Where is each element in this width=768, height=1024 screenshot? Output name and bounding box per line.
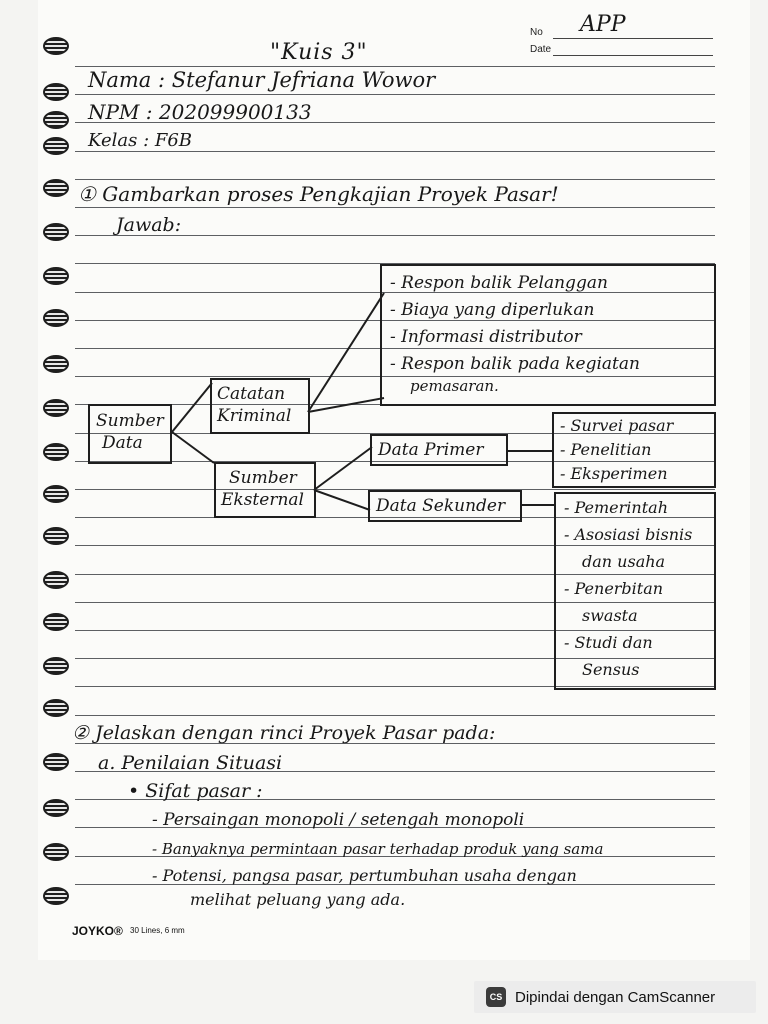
node-eksternal-line2: Eksternal: [221, 490, 304, 510]
identity-npm: NPM : 202099900133: [88, 100, 312, 124]
question-2-item: - Banyaknya permintaan pasar terhadap produk yang sama: [152, 840, 604, 858]
node-catatan-internal: [210, 378, 310, 434]
primer-item: - Survei pasar: [560, 416, 674, 435]
internal-item: - Biaya yang diperlukan: [390, 300, 595, 320]
identity-nama: Nama : Stefanur Jefriana Wowor: [88, 68, 436, 92]
node-sumber-data-line1: Sumber: [96, 411, 164, 431]
internal-item: pemasaran.: [410, 377, 499, 395]
internal-item: - Respon balik Pelanggan: [390, 273, 608, 293]
primer-items-box: [552, 412, 716, 488]
node-data-primer-label: Data Primer: [378, 440, 484, 460]
node-sumber-data-line2: Data: [102, 433, 143, 453]
camscanner-icon: CS: [486, 987, 506, 1007]
node-sumber-eksternal: [214, 462, 316, 518]
question-1: ① Gambarkan proses Pengkajian Proyek Pasar!: [78, 182, 559, 206]
question-2-bullet: • Sifat pasar :: [128, 780, 263, 802]
node-sumber-data: [88, 404, 172, 464]
no-value: APP: [580, 12, 626, 37]
node-data-sekunder-label: Data Sekunder: [376, 496, 506, 516]
sekunder-item: swasta: [582, 606, 638, 625]
internal-item: - Informasi distributor: [390, 327, 582, 347]
sekunder-items-box: [554, 492, 716, 690]
node-data-primer: [370, 434, 508, 466]
answer-label: Jawab:: [116, 214, 182, 236]
date-label: Date: [530, 44, 552, 55]
sekunder-item: - Penerbitan: [564, 579, 664, 598]
brand-logo: JOYKO®: [72, 924, 123, 938]
sekunder-item: - Asosiasi bisnis: [564, 525, 693, 544]
question-2-item: melihat peluang yang ada.: [190, 890, 406, 909]
sekunder-item: - Pemerintah: [564, 498, 668, 517]
node-catatan-line2: Kriminal: [217, 406, 292, 426]
question-2-item: - Persaingan monopoli / setengah monopoli: [152, 810, 525, 830]
brand-subtext: 30 Lines, 6 mm: [130, 926, 185, 935]
camscanner-badge: [474, 981, 756, 1013]
question-2-sub-a: a. Penilaian Situasi: [98, 752, 283, 774]
question-2: ② Jelaskan dengan rinci Proyek Pasar pada:: [72, 722, 496, 744]
question-2-item: - Potensi, pangsa pasar, pertumbuhan usaha dengan: [152, 866, 577, 885]
sekunder-item: - Studi dan: [564, 633, 653, 652]
camscanner-text: Dipindai dengan CamScanner: [515, 988, 716, 1006]
primer-item: - Eksperimen: [560, 464, 668, 483]
internal-item: - Respon balik pada kegiatan: [390, 354, 640, 374]
sekunder-item: dan usaha: [582, 552, 666, 571]
identity-kelas: Kelas : F6B: [88, 130, 193, 151]
node-catatan-line1: Catatan: [217, 384, 286, 404]
no-label: No: [530, 27, 543, 38]
internal-items-box: [380, 264, 716, 406]
sekunder-item: Sensus: [582, 660, 640, 679]
node-eksternal-line1: Sumber: [229, 468, 297, 488]
page-title: "Kuis 3": [270, 40, 368, 65]
node-data-sekunder: [368, 490, 522, 522]
primer-item: - Penelitian: [560, 440, 652, 459]
